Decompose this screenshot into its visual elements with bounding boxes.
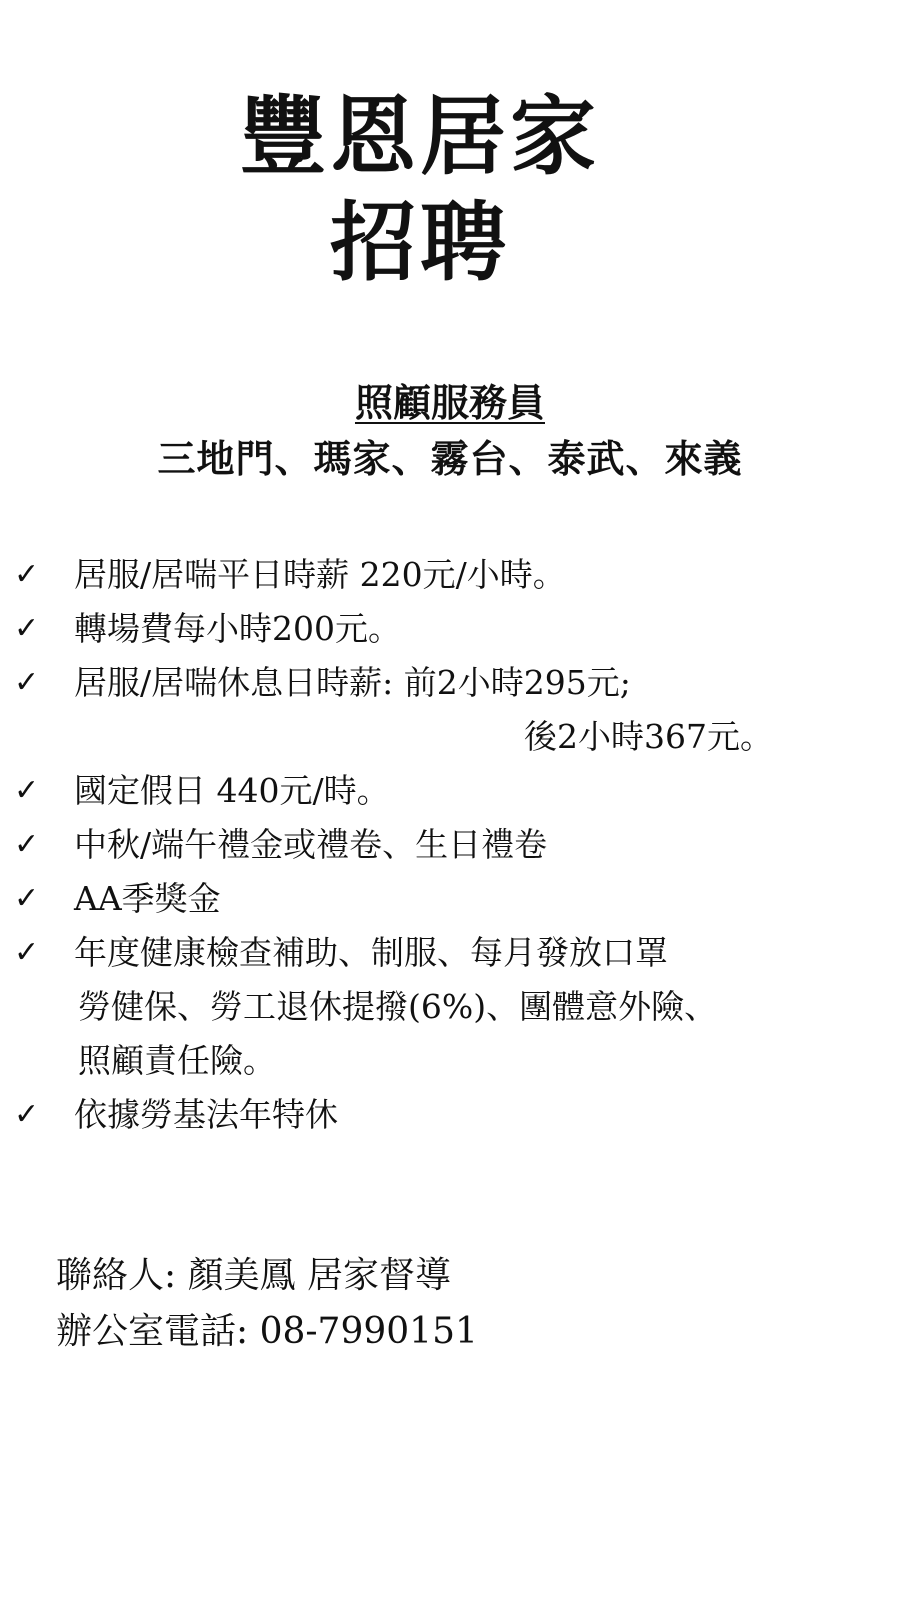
list-item xyxy=(14,872,890,926)
job-locations: 三地門、瑪家、霧台、泰武、來義 xyxy=(157,436,743,481)
checkmark-icon: ✓ xyxy=(14,881,40,916)
benefit-insurance-continued: 照顧責任險。 xyxy=(78,1041,276,1080)
benefits-list xyxy=(14,548,890,1142)
benefit-holiday-rate: 國定假日 440元/時。 xyxy=(74,771,390,810)
checkmark-icon: ✓ xyxy=(14,935,40,970)
benefit-annual-leave: 依據勞基法年特休 xyxy=(74,1095,338,1134)
list-item xyxy=(14,1088,890,1142)
list-item-continuation xyxy=(14,710,890,764)
checkmark-icon: ✓ xyxy=(14,1097,40,1132)
office-phone: 辦公室電話: 08-7990151 xyxy=(56,1311,478,1352)
recruitment-heading: 招聘 xyxy=(330,192,510,293)
list-item xyxy=(14,926,890,980)
checkmark-icon: ✓ xyxy=(14,827,40,862)
benefit-transfer-fee: 轉場費每小時200元。 xyxy=(74,609,401,648)
list-item xyxy=(14,656,890,710)
benefit-health-check: 年度健康檢查補助、制服、每月發放口罩 xyxy=(74,933,668,972)
benefit-rest-day-rate-continued: 後2小時367元。 xyxy=(524,717,773,756)
contact-info xyxy=(56,1248,478,1360)
list-item xyxy=(14,818,890,872)
company-name: 豐恩居家 xyxy=(240,86,600,187)
job-title-text: 照顧服務員 xyxy=(354,380,545,425)
benefit-weekday-rate: 居服/居喘平日時薪 220元/小時。 xyxy=(74,555,566,594)
benefit-rest-day-rate: 居服/居喘休息日時薪: 前2小時295元; xyxy=(74,663,631,702)
benefit-quarterly-bonus: AA季獎金 xyxy=(74,879,221,918)
list-item xyxy=(14,548,890,602)
contact-person: 聯絡人: 顏美鳳 居家督導 xyxy=(56,1255,452,1296)
job-title xyxy=(0,380,900,425)
checkmark-icon: ✓ xyxy=(14,557,40,592)
checkmark-icon: ✓ xyxy=(14,773,40,808)
list-item xyxy=(14,602,890,656)
checkmark-icon: ✓ xyxy=(14,665,40,700)
checkmark-icon: ✓ xyxy=(14,611,40,646)
list-item-continuation xyxy=(14,980,890,1034)
benefit-insurance: 勞健保、勞工退休提撥(6%)、團體意外險、 xyxy=(78,987,718,1026)
list-item-continuation xyxy=(14,1034,890,1088)
benefit-festival-gifts: 中秋/端午禮金或禮卷、生日禮卷 xyxy=(74,825,548,864)
list-item xyxy=(14,764,890,818)
